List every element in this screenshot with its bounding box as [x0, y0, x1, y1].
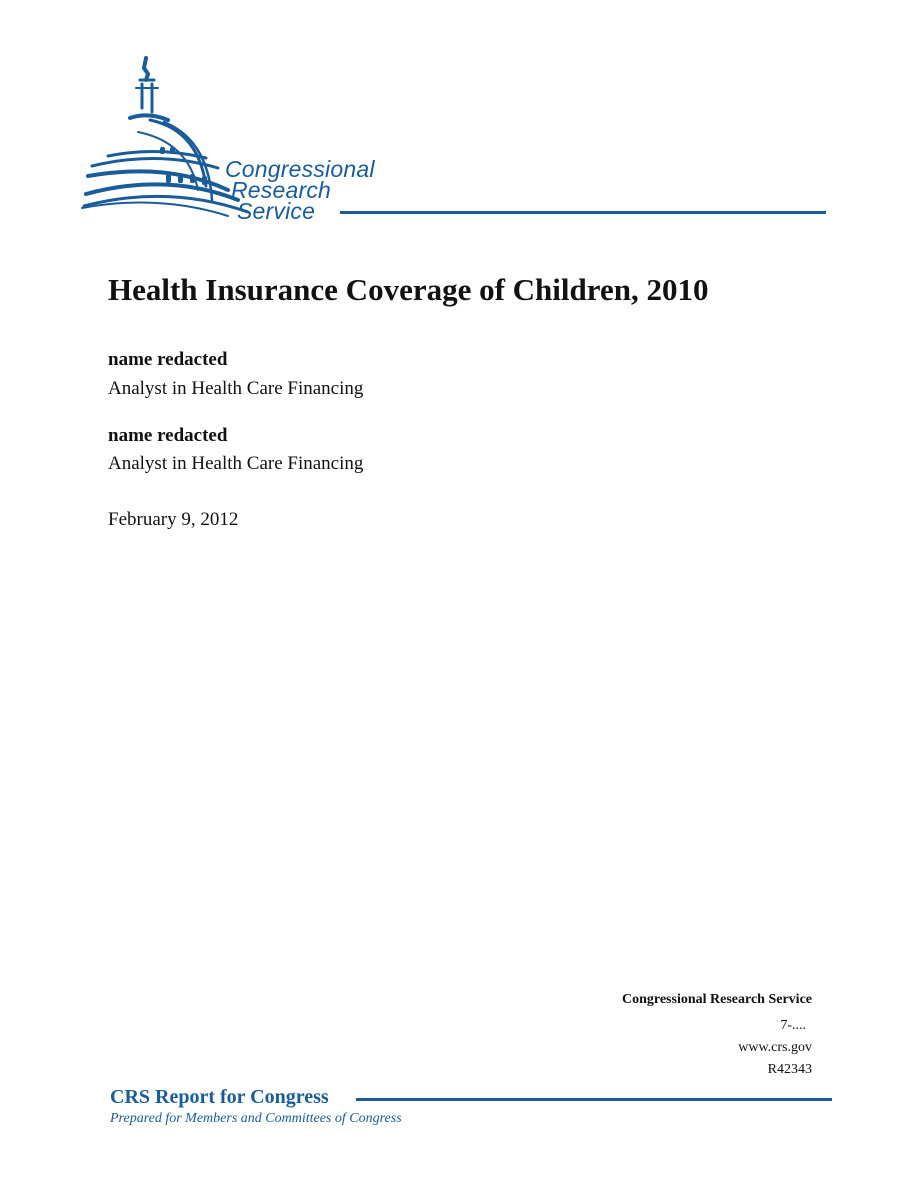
author-2-name: name redacted [108, 425, 228, 446]
report-number: R42343 [767, 1062, 812, 1077]
report-date: February 9, 2012 [108, 509, 239, 530]
capitol-dome-logo [78, 50, 838, 230]
logo-text-congressional: Congressional [225, 156, 375, 182]
logo-text-research: Research [231, 177, 332, 203]
logo-text-service: Service [237, 198, 316, 224]
contact-url[interactable]: www.crs.gov [738, 1040, 812, 1055]
author-1-role: Analyst in Health Care Financing [108, 378, 364, 399]
footer-title: CRS Report for Congress [110, 1086, 329, 1108]
logo-divider [340, 211, 826, 214]
author-2-role: Analyst in Health Care Financing [108, 453, 364, 474]
footer-divider [356, 1098, 832, 1101]
author-1-name: name redacted [108, 349, 228, 370]
contact-org: Congressional Research Service [621, 992, 812, 1007]
contact-code: 7-.... [780, 1018, 806, 1033]
report-title: Health Insurance Coverage of Children, 2010 [108, 272, 709, 307]
footer-subtitle: Prepared for Members and Committees of Congress [110, 1111, 402, 1126]
